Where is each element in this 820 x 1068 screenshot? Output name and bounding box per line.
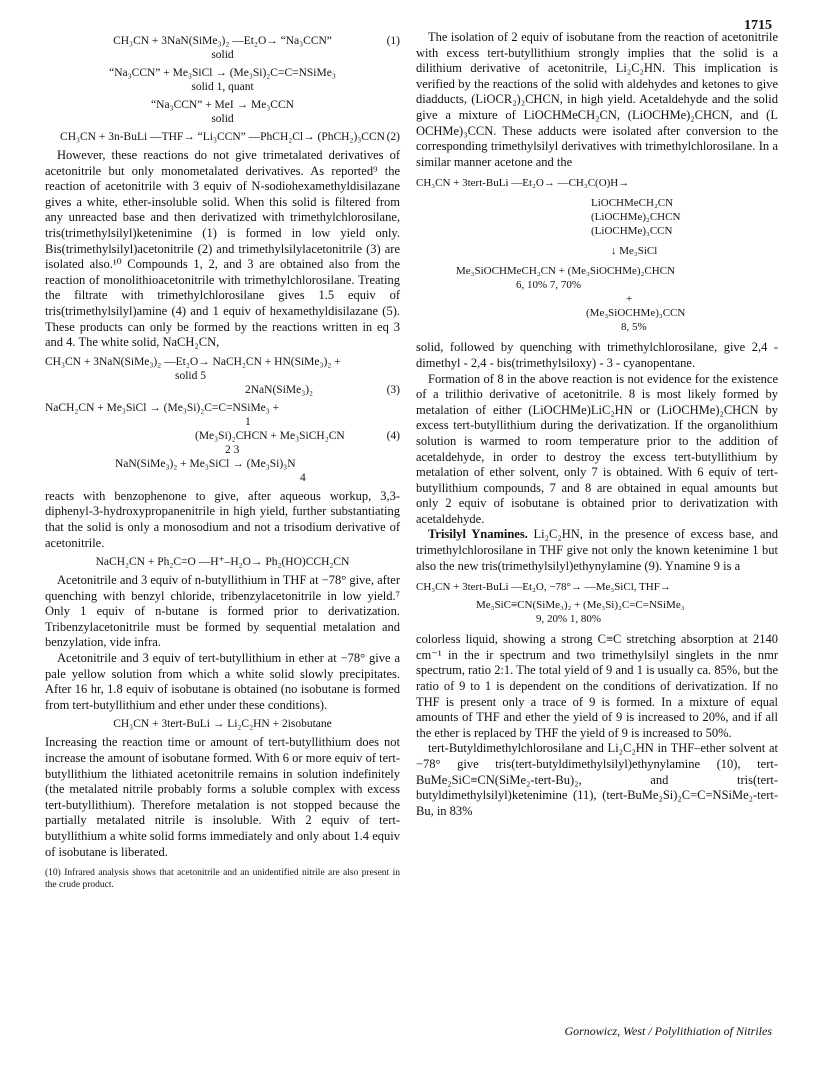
paragraph: tert-Butyldimethylchlorosilane and Li₂C₂HN in THF–ether solvent at −78° give tris(tert-butyldimethylsilyl)ethynylamine (10), tert-BuMe₂SiC≡CN(SiMe₂-tert-Bu)₂, and tris(tert-butyldimethylsilyl)ketenimine (11), (tert-BuMe₂Si)₂C=C=NSiMe₂-tert-Bu, in 83% — [416, 741, 778, 818]
running-footer: Gornowicz, West / Polylithiation of Nitriles — [564, 1024, 772, 1038]
right-column — [416, 30, 778, 819]
equation-1: CH₃CN + 3NaN(SiMe₃)₂ —Et₂O→ “Na₃CCN” solid (1) — [113, 35, 400, 61]
equation-2: CH₃CN + 3n-BuLi —THF→ “Li₃CCN” —PhCH₂Cl→ (PhCH₂)₃CCN (2) — [60, 131, 400, 143]
paragraph: Increasing the reaction time or amount of tert-butyllithium does not increase the amount of isobutane formed. With 6 or more equiv of tert-butyllithium the lithiated acetonitrile remains in solution indefinitely (the metalated nitrile probably forms a soluble complex with excess tert-butyllithium). Therefore metalation is not stopped because the partially metalated nitrile is insoluble. With 2 equiv of tert-butyllithium a white solid forms immediately and only about 1.4 equiv of isobutane is liberated. — [45, 735, 400, 859]
paragraph: reacts with benzophenone to give, after aqueous workup, 3,3-diphenyl-3-hydroxypropanenitrile in high yield, further substantiating that the solid is only a monosodium and not a trisodium derivative of acetonitrile. — [45, 488, 400, 550]
paragraph: Trisilyl Ynamines. Li₂C₂HN, in the presence of excess base, and trimethylchlorosilane in THF give not only the known ketenimine 1 but also the new tris(trimethylsilyl)ethynylamine (9). Ynamine 9 is a — [416, 527, 778, 573]
equation-7: CH₃CN + 3tert-BuLi —Et₂O, −78°→ —Me₃SiCl, THF→ Me₃SiC≡CN(SiMe₃)₂ + (Me₃Si)₂C=C=NSiMe₃ 9, 20% 1, 80% — [416, 581, 685, 626]
equation-5: NaCH₂CN + Ph₂C=O —H⁺–H₂O→ Ph₂(HO)CCH₂CN — [95, 556, 350, 569]
section-heading: Trisilyl Ynamines. — [428, 527, 528, 542]
paragraph: Formation of 8 in the above reaction is not evidence for the existence of a trilithio derivative of acetonitrile. 8 is most likely formed by metalation of either (LiOCHMe)LiC₂HN or (LiOCHMe)₂CHCN by excess tert-butyllithium during the derivatization. If the organolithium solution is warmed to room temperature prior to the addition of acetaldehyde, in order to destroy the excess tert-butyllithium by metalation of ether solvent, only 7 is obtained. With 6 equiv of tert-butyllithium compounds, 7 and 8 are obtained in equal amounts but only 2 equiv of isobutane is obtained prior to derivatization with acetaldehyde. — [416, 371, 778, 526]
paragraph: colorless liquid, showing a strong C≡C stretching absorption at 2140 cm⁻¹ in the ir spectrum and two trimethylsilyl singlets in the nmr spectrum, ratio 2:1. The total yield of 9 and 1 is usually ca. 85%, but the ratio of 9 to 1 is dependent on the conditions of derivatization. If no THF is present only a trace of 9 is formed. In a mixture of equal amounts of THF and ether the yield of 9 is increased to 20%, and if all the ether is replaced by THF the yield of 9 is increased to 50%. — [416, 632, 778, 740]
equation-6: CH₃CN + 3tert-BuLi → Li₂C₂HN + 2isobutane — [113, 718, 332, 731]
paragraph: The isolation of 2 equiv of isobutane from the reaction of acetonitrile with excess tert-butyllithium strongly implies that the solid is a dilithium derivative of acetonitrile, Li₂C₂HN. This implication is verified by the reactions of the solid with aldehydes and ketones to give diadducts, (LiOCR₂)₂CHCN, in high yield. Acetaldehyde and the solid give a mixture of LiOCHMeCH₂CN, (LiOCHMe)₂CHCN, and (L OCHMe)₃CCN. These adducts were isolated after conversion to the corresponding trimethylsilyl derivatives with trimethylchlorosilane. In a similar manner acetone and the — [416, 30, 778, 169]
equation-4: NaCH₂CN + Me₃SiCl → (Me₃Si)₂C=C=NSiMe₃ + 1 (Me₃Si)₂CHCN + Me₃SiCH₂CN 2 3 (4) NaN(SiMe₃)₂ + Me₃SiCl → (Me₃Si)₃N 4 — [45, 401, 400, 484]
equation-1b: “Na₃CCN” + Me₃SiCl → (Me₃Si)₂C=C=NSiMe₃ solid 1, quant — [109, 67, 336, 93]
equation-3: CH₃CN + 3NaN(SiMe₃)₂ —Et₂O→ NaCH₂CN + HN(SiMe₃)₂ + solid 5 2NaN(SiMe₃)₂ (3) — [45, 355, 400, 396]
paragraph: solid, followed by quenching with trimethylchlorosilane, give 2,4 - dimethyl - 2,4 - bis(trimethylsiloxy) - 3 - cyanopentane. — [416, 340, 778, 370]
paragraph: Acetonitrile and 3 equiv of n-butyllithium in THF at −78° give, after quenching with benzyl chloride, tribenzylacetonitrile in low yield.⁷ Only 1 equiv of n-butane is formed prior to derivatization. Tribenzylacetonitrile must be formed by sequential metalation and benzylation, vide infra. — [45, 573, 400, 650]
paragraph: Acetonitrile and 3 equiv of tert-butyllithium in ether at −78° give a pale yellow solution from which a white solid slowly precipitates. After 16 hr, 1.8 equiv of isobutane is obtained (no isobutane is formed from tert-butyllithium and ether under these conditions). — [45, 651, 400, 712]
paragraph: However, these reactions do not give trimetalated derivatives of acetonitrile but only monometalated derivatives. As reported⁹ the reaction of acetonitrile with 3 equiv of N-sodiohexamethyldisilazane gives a white, ether-insoluble solid. When this solid is filtered from any unreacted base and then derivatized with trimethylchlorosilane, tris(trimethylsilyl)ketenimine (1) is formed in low yield only. Bis(trimethylsilyl)acetonitrile (2) and trimethylsilylacetonitrile (3) are isolated also.¹⁰ Compounds 1, 2, and 3 are obtained also from the reaction of monolithioacetonitrile with trimethylchlorosilane. Treating the filtrate with trimethylchlorosilane gives 1.5 equiv of tris(trimethylsilyl)amine (4) and 1 equiv of hexamethyldisilazane (5). These products can only be formed by the reactions written in eq 3 and 4. The white solid, NaCH₂CN, — [45, 148, 400, 350]
reaction-scheme: CH₃CN + 3tert-BuLi —Et₂O→ —CH₃C(O)H→ LiOCHMeCH₂CN (LiOCHMe)₂CHCN (LiOCHMe)₃CCN ↓ Me₃SiCl Me₃SiOCHMeCH₂CN + (Me₃SiOCHMe)₂CHCN 6, 10% 7, 70% + (Me₃SiOCHMe)₃CCN 8, 5% — [416, 177, 686, 334]
left-column — [45, 30, 400, 891]
page-number: 1715 — [744, 18, 772, 33]
equation-1c: “Na₃CCN” + MeI → Me₃CCN solid — [151, 99, 294, 125]
footnote: (10) Infrared analysis shows that acetonitrile and an unidentified nitrile are also present in the crude product. — [45, 868, 400, 890]
